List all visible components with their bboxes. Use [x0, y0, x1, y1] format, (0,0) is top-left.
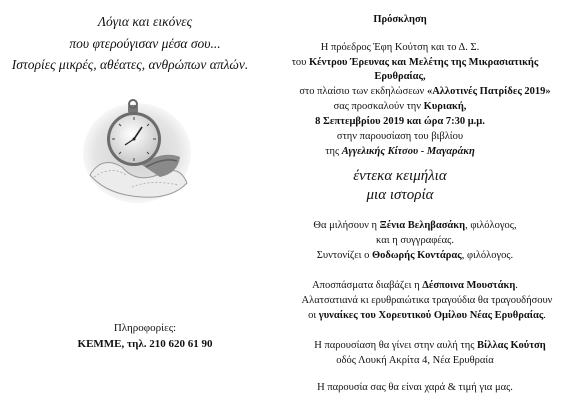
- host-line: Η πρόεδρος Έφη Κούτση και το Δ. Σ.: [320, 42, 480, 53]
- songs-line: Αλατσατιανά κι ερυθραιώτικα τραγούδια θα τραγουδήσουν: [301, 295, 553, 306]
- coordinator-line: Συντονίζει ο Θοδωρής Κοντάρας, φιλόλογος.: [316, 250, 514, 261]
- invitation-panel: [280, 0, 561, 420]
- motto-line-2: που φτερούγισαν μέσα σου...: [69, 36, 221, 51]
- venue-line: Η παρουσίαση θα γίνει στην αυλή της Βίλλας Κούτση: [314, 340, 546, 351]
- info-label: Πληροφορίες:: [113, 322, 177, 334]
- speakers-line-2: και η συγγραφέας.: [376, 235, 454, 246]
- motto-line-3: Ιστορίες μικρές, αθέατες, ανθρώπων απλών.: [11, 57, 249, 72]
- left-panel: [0, 0, 280, 420]
- singers-line: οι γυναίκες του Χορευτικού Ομίλου Νέας Ερυθραίας.: [308, 310, 546, 321]
- center-line-cont: Ερυθραίας,: [374, 71, 426, 82]
- book-title-line-2: μια ιστορία: [366, 187, 434, 203]
- reader-line: Αποσπάσματα διαβάζει η Δέσποινα Μουστάκη.: [312, 280, 518, 291]
- pocket-watch-photo: [82, 95, 192, 205]
- book-presentation-line: στην παρουσίαση του βιβλίου: [336, 131, 464, 142]
- motto-line-1: Λόγια και εικόνες: [97, 14, 193, 29]
- author-line: της Αγγελικής Κίτσου - Μαγαράκη: [325, 146, 475, 157]
- book-title-line-1: έντεκα κειμήλια: [353, 168, 447, 184]
- date-line: 8 Σεπτεμβρίου 2019 και ώρα 7:30 μ.μ.: [315, 116, 485, 127]
- speakers-line: Θα μιλήσουν η Ξένια Βεληβασάκη, φιλόλογος,: [313, 220, 517, 231]
- center-line: του Κέντρου Έρευνας και Μελέτης της Μικρασιατικής: [291, 57, 539, 68]
- events-line: στο πλαίσιο των εκδηλώσεων «Αλλοτινές Πατρίδες 2019»: [299, 86, 551, 97]
- invite-line: σας προσκαλούν την Κυριακή,: [333, 101, 467, 112]
- info-contact: ΚΕΜΜΕ, τηλ. 210 620 61 90: [77, 338, 213, 350]
- address-line: οδός Λουκή Ακρίτα 4, Νέα Ερυθραία: [336, 355, 494, 366]
- closing-line: Η παρουσία σας θα είναι χαρά & τιμή για μας.: [317, 382, 513, 393]
- invitation-title: Πρόσκληση: [373, 14, 427, 25]
